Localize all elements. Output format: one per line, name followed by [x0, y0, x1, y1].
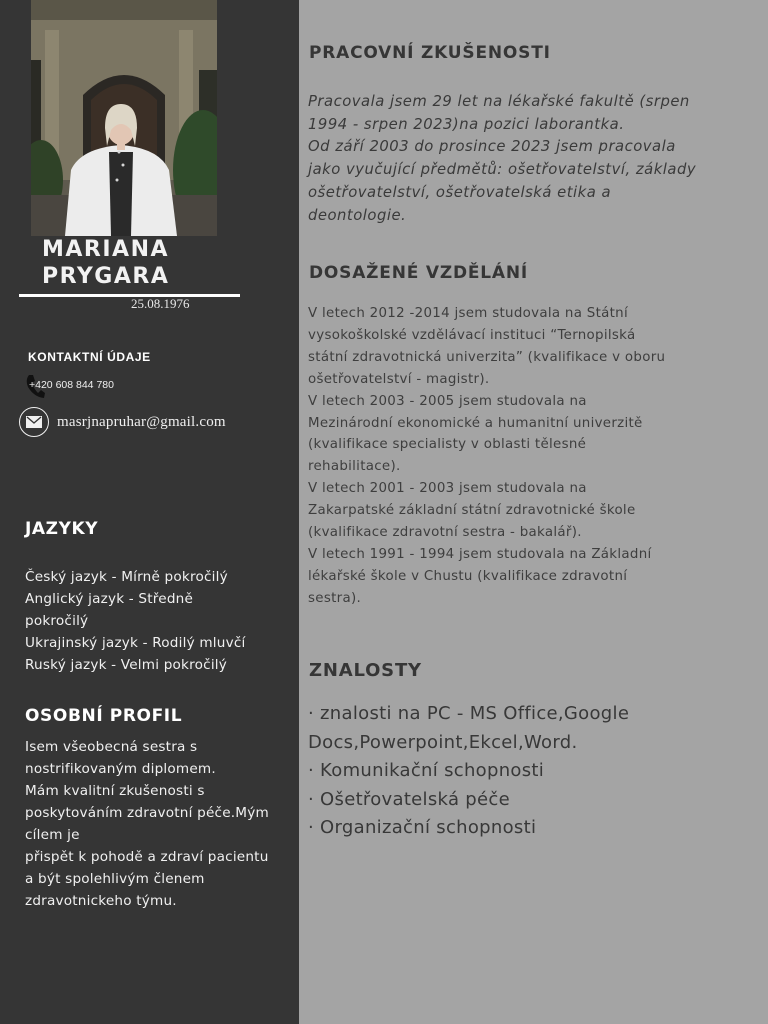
skill-item: · Organizační schopnosti: [308, 817, 537, 838]
full-name: [42, 236, 282, 290]
education-line: (kvalifikace zdravotní sestra - bakalář).: [308, 525, 582, 541]
last-name: PRYGARA: [42, 264, 170, 289]
work-line: Pracovala jsem 29 let na lékařské fakultě (srpen: [308, 93, 690, 110]
profile-line: nostrifikovaným diplomem.: [25, 761, 216, 777]
education-line: lékařské škole v Chustu (kvalifikace zdravotní: [308, 568, 628, 584]
work-line: 1994 - srpen 2023)na pozici laborantka.: [308, 115, 625, 133]
education-line: V letech 2003 - 2005 jsem studovala na: [308, 393, 587, 409]
education-line: (kvalifikace specialisty v oblasti tělesné: [308, 437, 587, 453]
envelope-icon: [19, 407, 49, 437]
skill-item: · Komunikační schopnosti: [308, 760, 545, 781]
education-line: sestra).: [308, 590, 362, 606]
language-item: pokročilý: [25, 613, 89, 629]
education-line: rehabilitace).: [308, 459, 401, 475]
work-line: ošetřovatelství, ošetřovatelská etika a: [308, 183, 612, 201]
education-line: V letech 2012 -2014 jsem studovala na Státní: [308, 306, 628, 321]
profile-photo: [31, 0, 217, 236]
education-line: ošetřovatelství - magistr).: [308, 371, 490, 387]
contact-heading: KONTAKTNÍ ÚDAJE: [28, 350, 151, 364]
languages-list: [25, 566, 295, 676]
profile-line: poskytováním zdravotní péče.Mým: [25, 805, 269, 821]
work-experience-text: [308, 91, 748, 227]
education-line: V letech 2001 - 2003 jsem studovala na: [308, 481, 587, 497]
skills-list: [308, 700, 758, 843]
skills-heading: ZNALOSTY: [309, 660, 422, 681]
personal-profile-heading: OSOBNÍ PROFIL: [25, 706, 183, 726]
education-line: Zakarpatské základní státní zdravotnické škole: [308, 503, 636, 519]
email-address: masrjnapruhar@gmail.com: [57, 414, 226, 430]
education-text: [308, 303, 748, 610]
language-item: Ruský jazyk - Velmi pokročilý: [25, 657, 228, 673]
first-name: MARIANA: [42, 237, 170, 262]
phone-number: +420 608 844 780: [29, 379, 114, 391]
education-line: Mezinárodní ekonomické a humanitní univerzitě: [308, 415, 643, 431]
work-experience-heading: PRACOVNÍ ZKUŠENOSTI: [309, 43, 551, 63]
education-line: vysokoškolské vzdělávací instituci “Ternopilská: [308, 327, 636, 343]
profile-line: a být spolehlivým členem: [25, 871, 205, 887]
work-line: deontologie.: [308, 206, 407, 224]
name-divider: [19, 294, 240, 297]
language-item: Ukrajinský jazyk - Rodilý mluvčí: [25, 635, 246, 651]
education-line: V letech 1991 - 1994 jsem studovala na Základní: [308, 546, 652, 562]
profile-line: cílem je: [25, 827, 80, 843]
education-line: státní zdravotnická univerzita” (kvalifikace v oboru: [308, 349, 666, 365]
birth-date: 25.08.1976: [131, 296, 190, 311]
education-heading: DOSAŽENÉ VZDĚLÁNÍ: [309, 263, 529, 283]
skill-item: Docs,Powerpoint,Ekcel,Word.: [308, 731, 578, 753]
personal-profile-text: [25, 736, 297, 912]
profile-line: přispět k pohodě a zdraví pacientu: [25, 849, 269, 865]
work-line: Od září 2003 do prosince 2023 jsem pracovala: [308, 138, 676, 156]
profile-line: Isem všeobecná sestra s: [25, 739, 198, 755]
language-item: Anglický jazyk - Středně: [25, 591, 194, 607]
languages-heading: JAZYKY: [25, 519, 99, 539]
work-line: jako vyučující předmětů: ošetřovatelství, základy: [308, 161, 697, 179]
skill-item: · znalosti na PC - MS Office,Google: [308, 703, 630, 724]
skill-item: · Ošetřovatelská péče: [308, 788, 510, 810]
profile-line: zdravotnickeho týmu.: [25, 893, 177, 909]
profile-line: Mám kvalitní zkušenosti s: [25, 783, 205, 799]
language-item: Český jazyk - Mírně pokročilý: [25, 569, 228, 585]
